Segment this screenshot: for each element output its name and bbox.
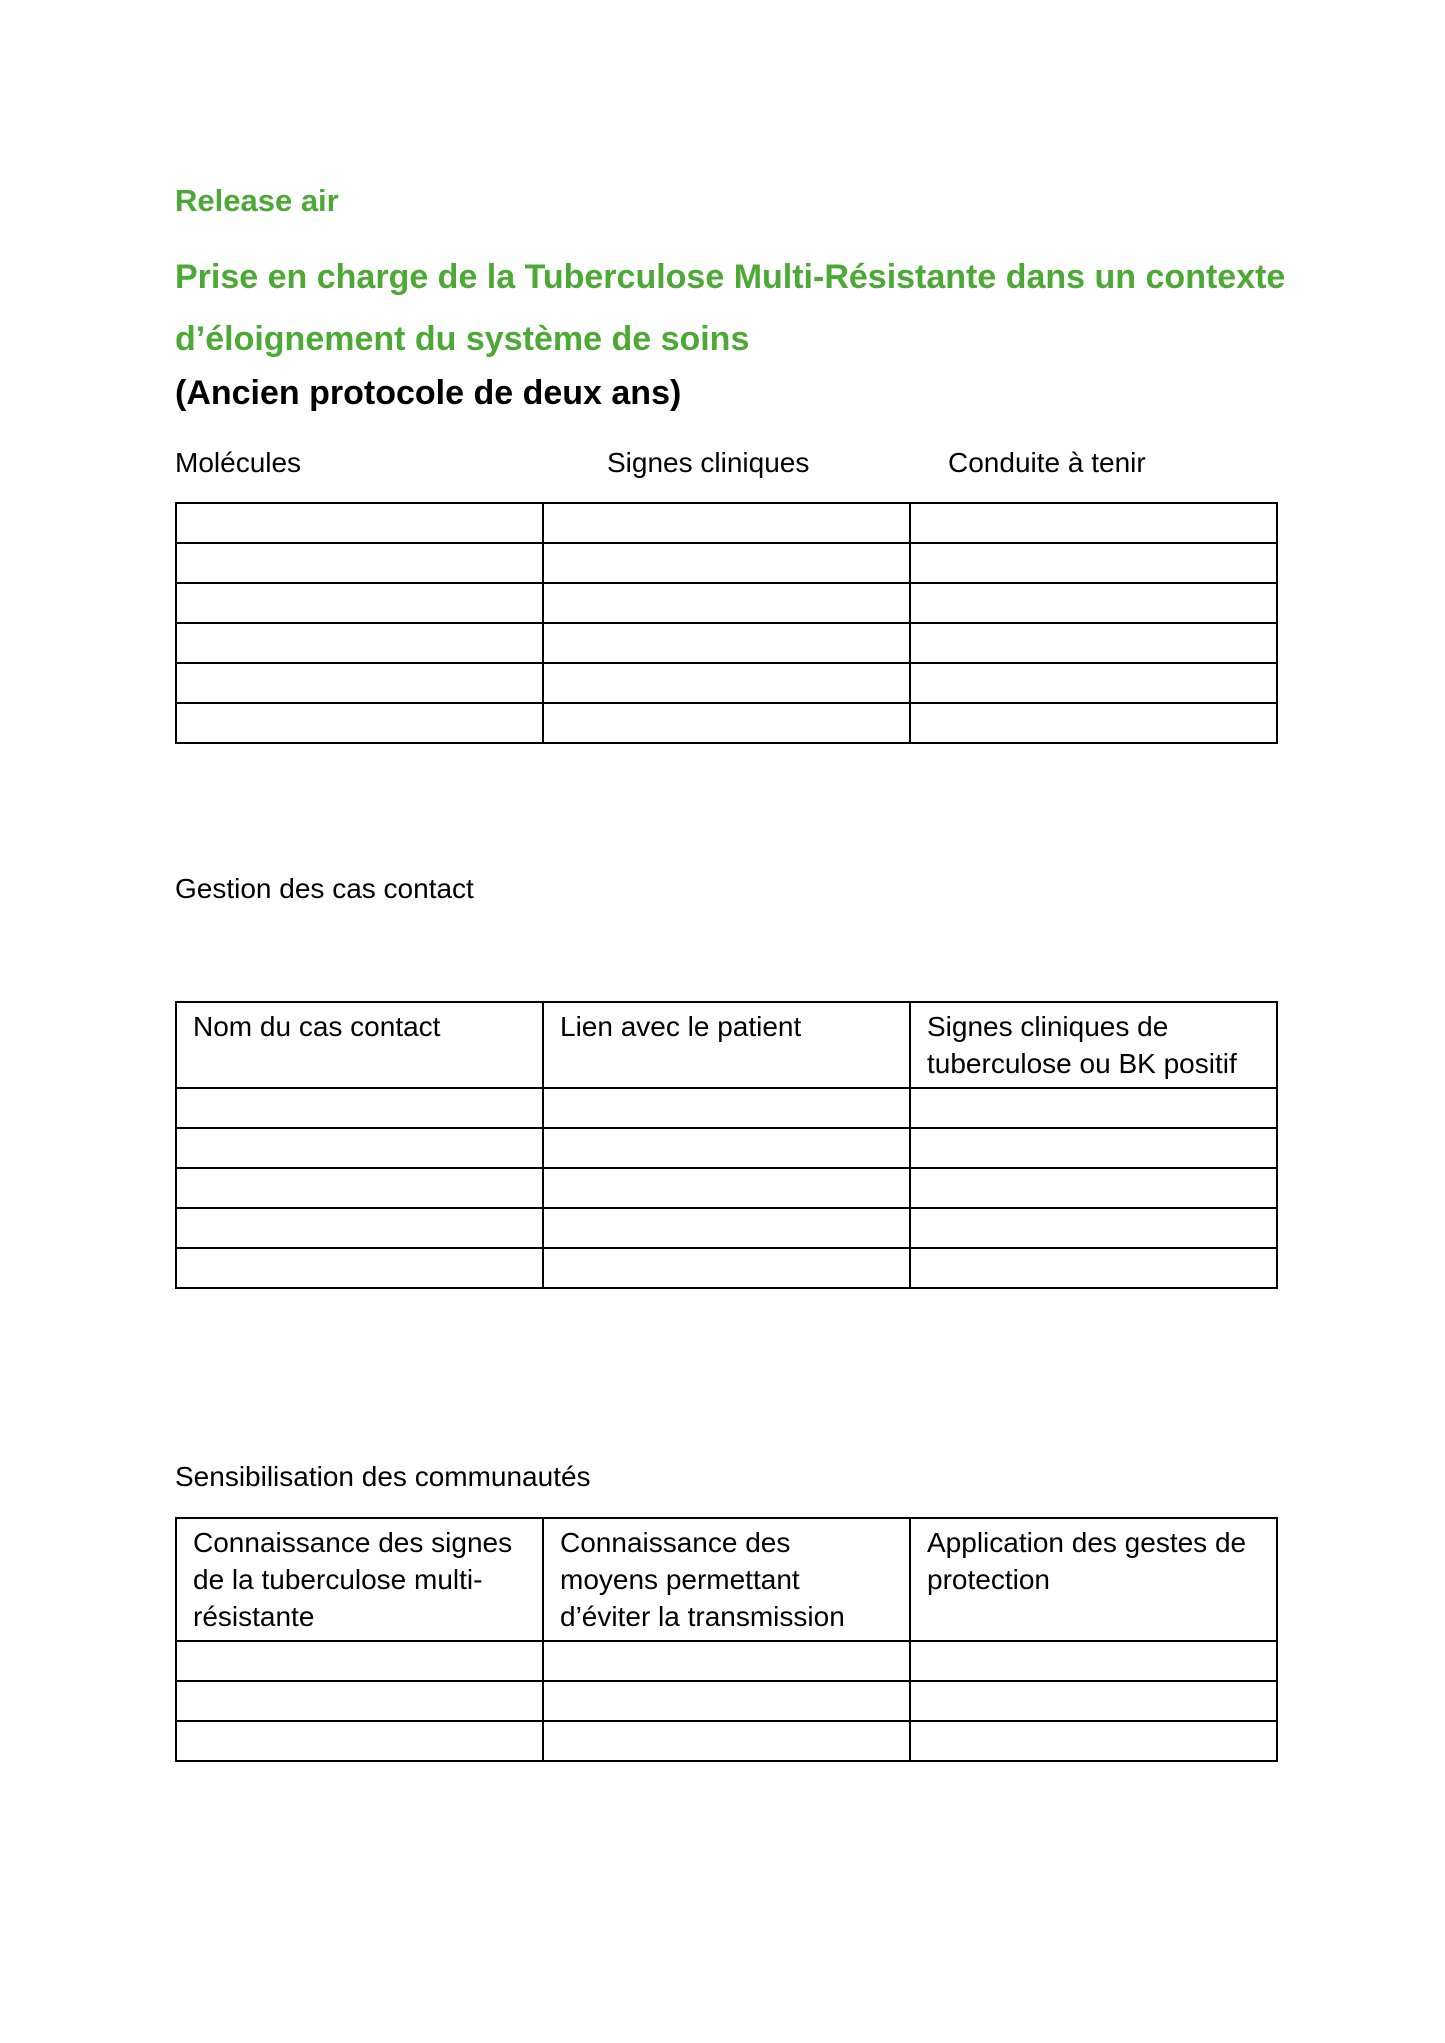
empty-cell <box>910 663 1277 703</box>
empty-cell <box>176 623 543 663</box>
empty-cell <box>910 1208 1277 1248</box>
document-title: Prise en charge de la Tuberculose Multi-Résistante dans un contexte d’éloignement du système de soins <box>175 258 1286 358</box>
empty-cell <box>176 1641 543 1681</box>
header-cell-signes-bk: Signes cliniques de tuberculose ou BK positif <box>910 1002 1277 1088</box>
empty-cell <box>543 543 910 583</box>
empty-cell <box>543 1088 910 1128</box>
empty-cell <box>910 1128 1277 1168</box>
empty-cell <box>543 623 910 663</box>
empty-cell <box>543 1641 910 1681</box>
empty-cell <box>543 1168 910 1208</box>
empty-cell <box>176 583 543 623</box>
empty-cell <box>910 1248 1277 1288</box>
table-row <box>176 1641 1277 1681</box>
empty-cell <box>176 1088 543 1128</box>
empty-cell <box>910 543 1277 583</box>
table-row <box>176 1168 1277 1208</box>
empty-cell <box>543 663 910 703</box>
empty-cell <box>543 1248 910 1288</box>
table-header-row <box>176 1518 1277 1641</box>
empty-cell <box>176 543 543 583</box>
empty-cell <box>543 703 910 743</box>
header-cell-connaissance-signes: Connaissance des signes de la tuberculose multi-résistante <box>176 1518 543 1641</box>
molecules-column-labels <box>175 447 1285 483</box>
table-row <box>176 1681 1277 1721</box>
empty-cell <box>543 1721 910 1761</box>
empty-cell <box>910 583 1277 623</box>
table-row <box>176 503 1277 543</box>
contact-cases-table <box>175 1001 1278 1289</box>
empty-cell <box>910 1641 1277 1681</box>
table-row <box>176 703 1277 743</box>
header-cell-connaissance-moyens: Connaissance des moyens permettant d’éviter la transmission <box>543 1518 910 1641</box>
empty-cell <box>176 1128 543 1168</box>
empty-cell <box>910 623 1277 663</box>
empty-cell <box>176 1721 543 1761</box>
table-row <box>176 543 1277 583</box>
molecules-table <box>175 502 1278 744</box>
community-awareness-table <box>175 1517 1278 1762</box>
contact-section-heading: Gestion des cas contact <box>175 873 474 904</box>
empty-cell <box>543 503 910 543</box>
release-heading: Release air <box>175 183 339 218</box>
empty-cell <box>176 1208 543 1248</box>
table-row <box>176 583 1277 623</box>
table-row <box>176 1248 1277 1288</box>
empty-cell <box>910 703 1277 743</box>
protocol-note-heading: (Ancien protocole de deux ans) <box>175 374 682 412</box>
empty-cell <box>176 1681 543 1721</box>
column-label-conduite: Conduite à tenir <box>948 447 1146 478</box>
empty-cell <box>543 1208 910 1248</box>
empty-cell <box>910 1681 1277 1721</box>
empty-cell <box>910 1721 1277 1761</box>
empty-cell <box>176 1248 543 1288</box>
column-label-molecules: Molécules <box>175 447 302 478</box>
column-label-signes-cliniques: Signes cliniques <box>607 447 810 478</box>
empty-cell <box>176 503 543 543</box>
header-cell-nom-cas-contact: Nom du cas contact <box>176 1002 543 1088</box>
empty-cell <box>910 1168 1277 1208</box>
empty-cell <box>910 1088 1277 1128</box>
empty-cell <box>176 1168 543 1208</box>
table-row <box>176 1088 1277 1128</box>
table-row <box>176 1128 1277 1168</box>
empty-cell <box>910 503 1277 543</box>
empty-cell <box>176 663 543 703</box>
empty-cell <box>543 1681 910 1721</box>
table-row <box>176 663 1277 703</box>
empty-cell <box>543 1128 910 1168</box>
table-row <box>176 1208 1277 1248</box>
empty-cell <box>176 703 543 743</box>
table-row <box>176 1721 1277 1761</box>
table-row <box>176 623 1277 663</box>
empty-cell <box>543 583 910 623</box>
header-cell-lien-patient: Lien avec le patient <box>543 1002 910 1088</box>
header-cell-application-gestes: Application des gestes de protection <box>910 1518 1277 1641</box>
table-header-row <box>176 1002 1277 1088</box>
community-section-heading: Sensibilisation des communautés <box>175 1461 591 1492</box>
